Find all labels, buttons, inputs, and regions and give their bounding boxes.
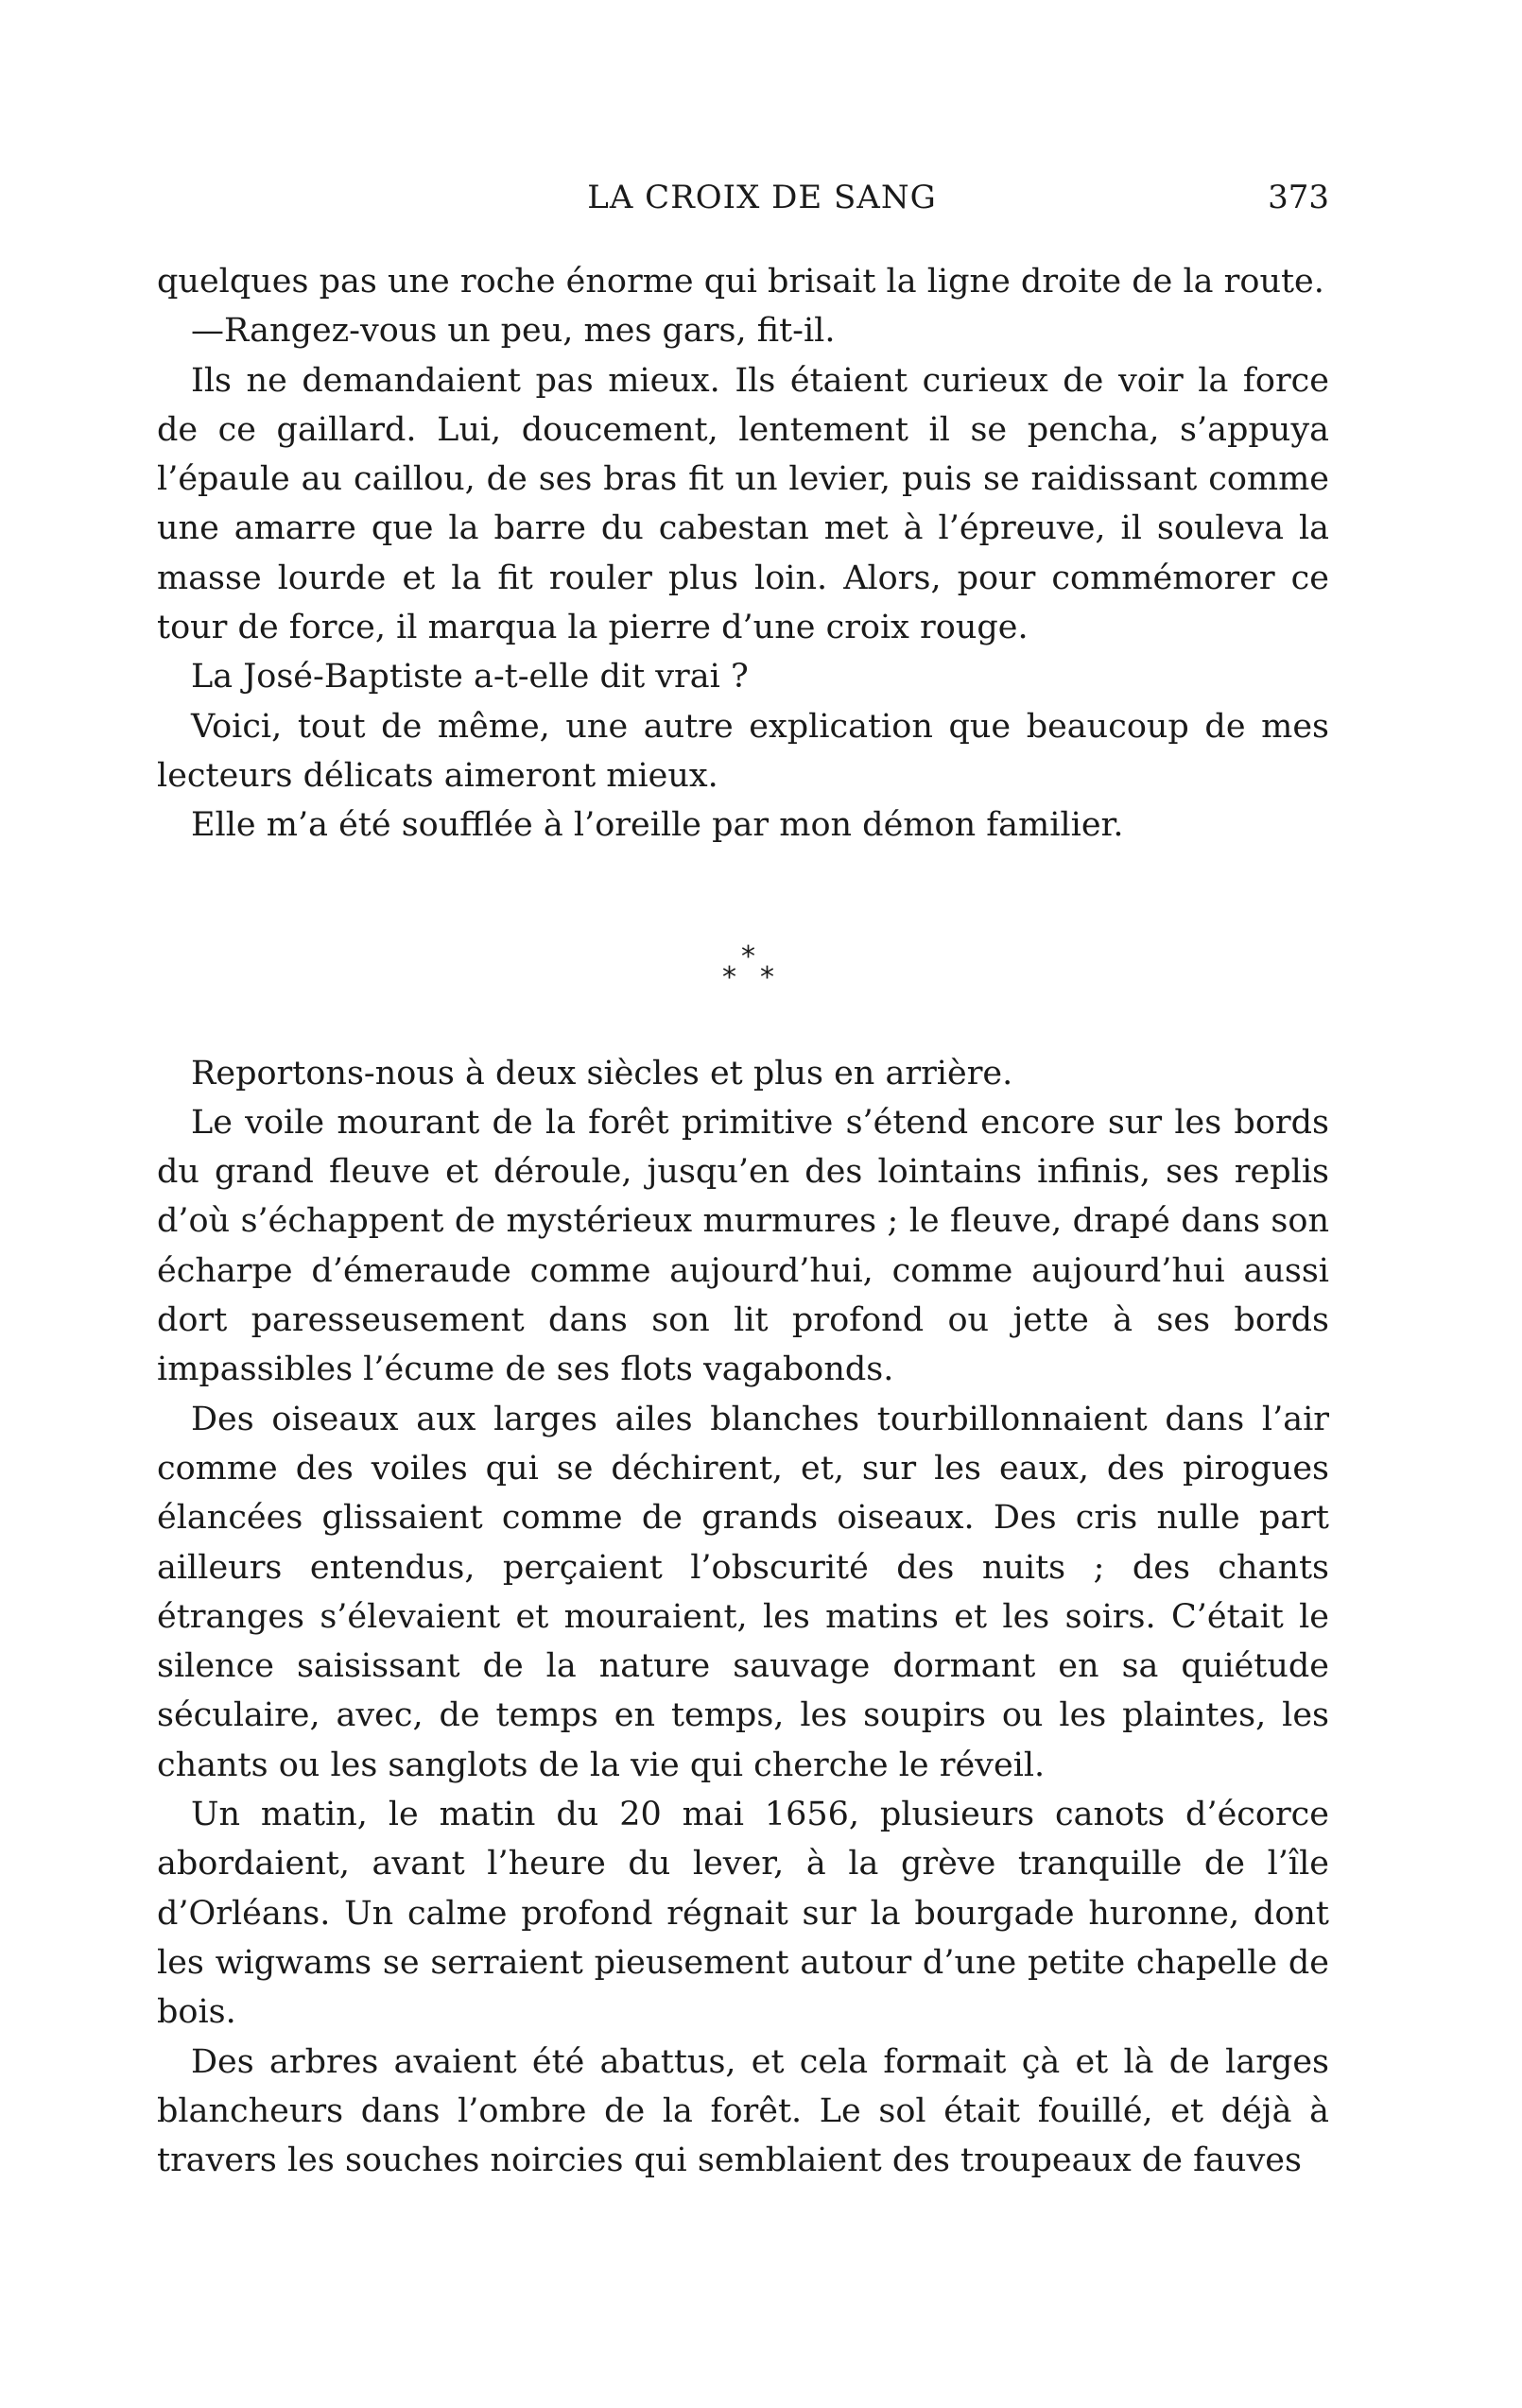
paragraph: Le voile mourant de la forêt primitive s’étend encore sur les bords du grand fleuve et déroule, jusqu’en des lointains infinis, ses replis d’où s’échappent de mystérieux murmures ; le fleuve, drapé dans son écharpe d’émeraude comme aujourd’hui, comme aujourd’hui aussi dort paresseusement dans son lit profond ou jette à ses bords impassibles l’écume de ses flots vagabonds.	[157, 1103, 1329, 1389]
asterisk-icon: *	[722, 960, 736, 994]
paragraph: Des arbres avaient été abattus, et cela formait çà et là de larges blancheurs dans l’ombre de la forêt. Le sol était fouillé, et déjà à travers les souches noircies qui semblaient des troupeaux de fauves	[157, 2042, 1329, 2180]
asterisk-icon: *	[741, 939, 755, 973]
body-text	[157, 257, 1329, 2185]
paragraph: Ils ne demandaient pas mieux. Ils étaient curieux de voir la force de ce gaillard. Lui, doucement, lentement il se pencha, s’appuya l’épaule au caillou, de ses bras fit un levier, puis se raidissant comme une amarre que la barre du cabestan met à l’épreuve, il souleva la masse lourde et la fit rouler plus loin. Alors, pour commémorer ce tour de force, il marqua la pierre d’une croix rouge.	[157, 361, 1329, 647]
asterisk-icon: *	[760, 960, 774, 994]
asterism-ornament	[715, 939, 790, 1000]
page-header	[157, 174, 1329, 231]
paragraph: Reportons-nous à deux siècles et plus en arrière.	[191, 1054, 1013, 1092]
paragraph: Elle m’a été soufflée à l’oreille par mon démon familier.	[191, 806, 1124, 845]
paragraph: —Rangez-vous un peu, mes gars, fit-il.	[191, 312, 836, 351]
paragraph: quelques pas une roche énorme qui brisait la ligne droite de la route.	[157, 263, 1324, 301]
page-number: 373	[1268, 179, 1329, 216]
paragraph: Des oiseaux aux larges ailes blanches tourbillonnaient dans l’air comme des voiles qui se déchirent, et, sur les eaux, des pirogues élancées glissaient comme de grands oiseaux. Des cris nulle part ailleurs entendus, perçaient l’obscurité des nuits ; des chants étranges s’élevaient et mouraient, les matins et les soirs. C’était le silence saisissant de la nature sauvage dormant en sa quiétude séculaire, avec, de temps en temps, les soupirs ou les plaintes, les chants ou les sanglots de la vie qui cherche le réveil.	[157, 1400, 1329, 1784]
section-break	[157, 851, 1329, 1049]
paragraph: Un matin, le matin du 20 mai 1656, plusieurs canots d’écorce abordaient, avant l’heure du lever, à la grève tranquille de l’île d’Orléans. Un calme profond régnait sur la bourgade huronne, dont les wigwams se serraient pieusement autour d’une petite chapelle de bois.	[157, 1796, 1329, 2032]
running-title: LA CROIX DE SANG	[587, 179, 937, 216]
paragraph: Voici, tout de même, une autre explication que beaucoup de mes lecteurs délicats aimeront mieux.	[157, 707, 1329, 795]
paragraph: La José-Baptiste a-t-elle dit vrai ?	[191, 658, 749, 697]
